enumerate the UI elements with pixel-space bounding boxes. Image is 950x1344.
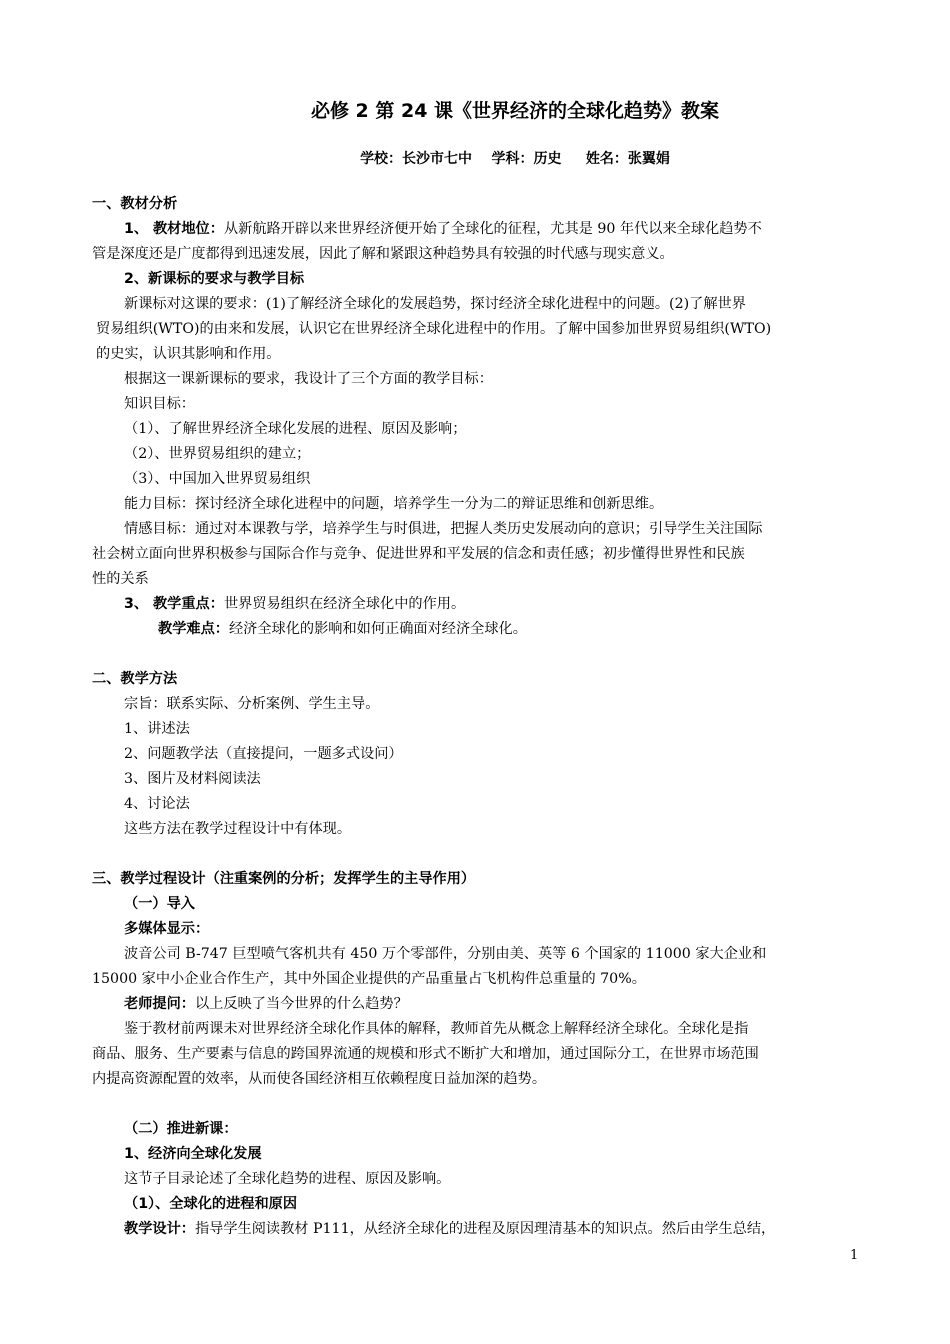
text-design: 指导学生阅读教材 P111，从经济全球化的进程及原因理清基本的知识点。然后由学生总结， — [194, 1221, 776, 1237]
knowledge-goal-3: （3）、中国加入世界贸易组织 — [124, 471, 311, 487]
label-difficulty: 教学难点： — [158, 621, 229, 637]
teaching-design — [92, 1217, 862, 1242]
paragraph-position-line-2: 管是深度还是广度都得到迅速发展，因此了解和紧跟这种趋势具有较强的时代感与现实意义。 — [92, 246, 674, 262]
label-curriculum: 2、新课标的要求与教学目标 — [124, 271, 305, 287]
media-line-1: 波音公司 B-747 巨型喷气客机共有 450 万个零部件，分别由美、英等 6 个国家的 11000 家大企业和 — [124, 946, 767, 962]
knowledge-goal-label: 知识目标： — [124, 396, 195, 412]
label-focus: 3、 教学重点： — [124, 596, 224, 612]
emotion-goal-line-1: 情感目标：通过对本课教与学，培养学生与时俱进，把握人类历史发展动向的意识；引导学生关注国际 — [124, 521, 763, 537]
label-media: 多媒体显示： — [124, 921, 210, 937]
text-question: 以上反映了当今世界的什么趋势？ — [194, 996, 408, 1012]
label-position: 1、 教材地位： — [124, 221, 224, 237]
text-position-a: 从新航路开辟以来世界经济便开始了全球化的征程，尤其是 90 年代以来全球化趋势不 — [223, 221, 762, 237]
subheading-advance: （二）推进新课： — [124, 1121, 238, 1137]
method-2: 2、问题教学法（直接提问，一题多式设问） — [124, 746, 403, 762]
ability-goal: 能力目标：探讨经济全球化进程中的问题，培养学生一分为二的辩证思维和创新思维。 — [124, 496, 664, 512]
document-subtitle: 学校：长沙市七中 学科：历史 姓名：张翼娟 — [360, 151, 670, 167]
label-design: 教学设计： — [124, 1221, 195, 1237]
text-focus: 世界贸易组织在经济全球化中的作用。 — [223, 596, 466, 612]
subheading-intro: （一）导入 — [124, 896, 195, 912]
method-1: 1、讲述法 — [124, 721, 190, 737]
text-difficulty: 经济全球化的影响和如何正确面对经济全球化。 — [228, 621, 527, 637]
method-aim: 宗旨：联系实际、分析案例、学生主导。 — [124, 696, 380, 712]
document-title: 必修 2 第 24 课《世界经济的全球化趋势》教案 — [310, 100, 720, 122]
label-question: 老师提问： — [124, 996, 195, 1012]
page-number: 1 — [850, 1248, 859, 1263]
knowledge-goal-2: （2）、世界贸易组织的建立； — [124, 446, 311, 462]
emotion-goal-line-3: 性的关系 — [92, 571, 149, 587]
section-heading-2: 二、教学方法 — [92, 671, 178, 687]
method-note: 这些方法在教学过程设计中有体现。 — [124, 821, 352, 837]
teacher-question — [92, 992, 862, 1017]
emotion-goal-line-2: 社会树立面向世界积极参与国际合作与竞争、促进世界和平发展的信念和责任感；初步懂得世界性和民族 — [92, 546, 745, 562]
teaching-focus — [92, 592, 862, 617]
teaching-difficulty — [92, 617, 862, 642]
explain-line-3: 内提高资源配置的效率，从而使各国经济相互依赖程度日益加深的趋势。 — [92, 1071, 547, 1087]
method-3: 3、图片及材料阅读法 — [124, 771, 261, 787]
section-heading-3: 三、教学过程设计（注重案例的分析；发挥学生的主导作用） — [92, 871, 476, 887]
curriculum-line-3: 的史实，认识其影响和作用。 — [96, 346, 281, 362]
globalization-text: 这节子目录论述了全球化趋势的进程、原因及影响。 — [124, 1171, 451, 1187]
media-line-2: 15000 家中小企业合作生产，其中外国企业提供的产品重量占飞机构件总重量的 70%。 — [92, 971, 646, 987]
goals-intro: 根据这一课新课标的要求，我设计了三个方面的教学目标： — [124, 371, 493, 387]
curriculum-line-2: 贸易组织(WTO)的由来和发展，认识它在世界经济全球化进程中的作用。了解中国参加世界贸易组织(WTO) — [96, 321, 772, 337]
curriculum-line-1: 新课标对这课的要求：(1)了解经济全球化的发展趋势，探讨经济全球化进程中的问题。(2)了解世界 — [124, 296, 746, 312]
section-heading-1: 一、教材分析 — [92, 196, 178, 212]
paragraph-position-line-1 — [92, 217, 862, 242]
explain-line-2: 商品、服务、生产要素与信息的跨国界流通的规模和形式不断扩大和增加，通过国际分工，在世界市场范围 — [92, 1046, 759, 1062]
subheading-process: （1）、全球化的进程和原因 — [124, 1196, 298, 1212]
subheading-globalization: 1、经济向全球化发展 — [124, 1146, 262, 1162]
document-body — [92, 192, 862, 1242]
explain-line-1: 鉴于教材前两课未对世界经济全球化作具体的解释，教师首先从概念上解释经济全球化。全球化是指 — [124, 1021, 749, 1037]
method-4: 4、讨论法 — [124, 796, 190, 812]
knowledge-goal-1: （1）、了解世界经济全球化发展的进程、原因及影响； — [124, 421, 467, 437]
